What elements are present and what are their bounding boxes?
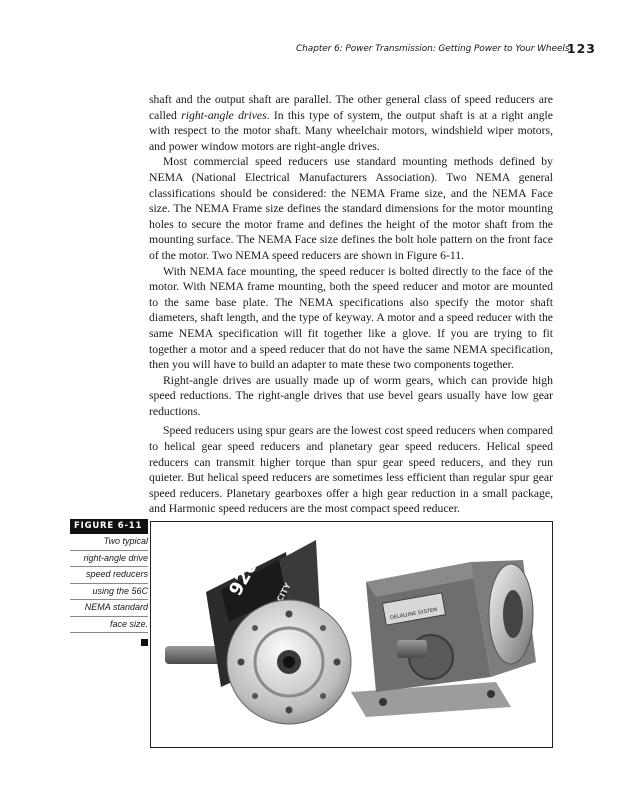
paragraph-3: With NEMA face mounting, the speed reducer is bolted directly to the face of the motor. With NEMA frame mounting, both the speed reducer and motor are mounted to the same base plate. The NEMA specifications also specify the motor shaft diameters, shaft length, and the type of keyway. A motor and a speed reducer with the same NEMA specification will fit together like a glove. If you are trying to fit together a motor and a speed reducer that do not have the same NEMA specification, then you will have to build an adapter to mate these two components together. <box>149 264 553 372</box>
model-marking: 920 <box>225 556 263 600</box>
caption-line-5: NEMA standard <box>70 600 148 617</box>
term-right-angle-drives: right-angle drives <box>181 108 267 122</box>
paragraph-1: shaft and the output shaft are parallel. The other general class of speed reducers are called right-angle drives. In this type of system, the output shaft is at a right angle with respect to the motor shaft. Many wheelchair motors, windshield wiper motors, and power window motors are right-angle drives. <box>149 93 553 153</box>
figure-photo <box>150 521 553 748</box>
right-output-shaft <box>397 640 427 658</box>
right-mounting-base <box>351 682 511 717</box>
body-text <box>149 92 553 517</box>
paragraph-4: Right-angle drives are usually made up of worm gears, which can provide high speed reductions. The right-angle drives that use bevel gears usually have low gear reductions. <box>149 373 553 418</box>
caption-line-6: face size. <box>70 617 148 634</box>
nameplate-text: DELALUNE SYSTEM <box>389 606 438 622</box>
caption-line-4: using the 56C <box>70 584 148 601</box>
figure-label: FIGURE 6-11 <box>70 519 148 534</box>
left-gear-reducer <box>165 540 351 724</box>
paragraph-2: Most commercial speed reducers use standard mounting methods defined by NEMA (National Electrical Manufacturers Association). Two NEMA general classifications should be considered: the NEMA Frame size, and the NEMA Face size. The NEMA Frame size defines the standard dimensions for the motor mounting holes to secure the motor frame and defines the height of the motor shaft from the mounting surface. The NEMA Face size defines the bolt hole pattern on the front face of the motor. Two NEMA speed reducers are shown in Figure 6-11. <box>149 155 553 262</box>
caption-line-3: speed reducers <box>70 567 148 584</box>
running-header <box>296 42 596 58</box>
caption-end-marker <box>141 639 148 646</box>
caption-line-1: Two typical <box>70 534 148 551</box>
chapter-title: Chapter 6: Power Transmission: Getting Power to Your Wheels <box>296 44 570 54</box>
caption-line-2: right-angle drive <box>70 551 148 568</box>
right-gear-reducer <box>351 560 536 717</box>
page-number: 123 <box>566 41 596 56</box>
paragraph-5: Speed reducers using spur gears are the lowest cost speed reducers when compared to helical gear speed reducers and planetary gear speed reducers. Helical speed reducers can transmit higher torque than spur gear speed reducers, and they run quieter. But helical speed reducers are sometimes less efficient than regular spur gear speed reducers. Planetary gearboxes offer a high gear reduction in a small package, and Harmonic speed reducers are the most compact speed reducer. <box>149 424 553 516</box>
figure-caption <box>70 519 148 646</box>
